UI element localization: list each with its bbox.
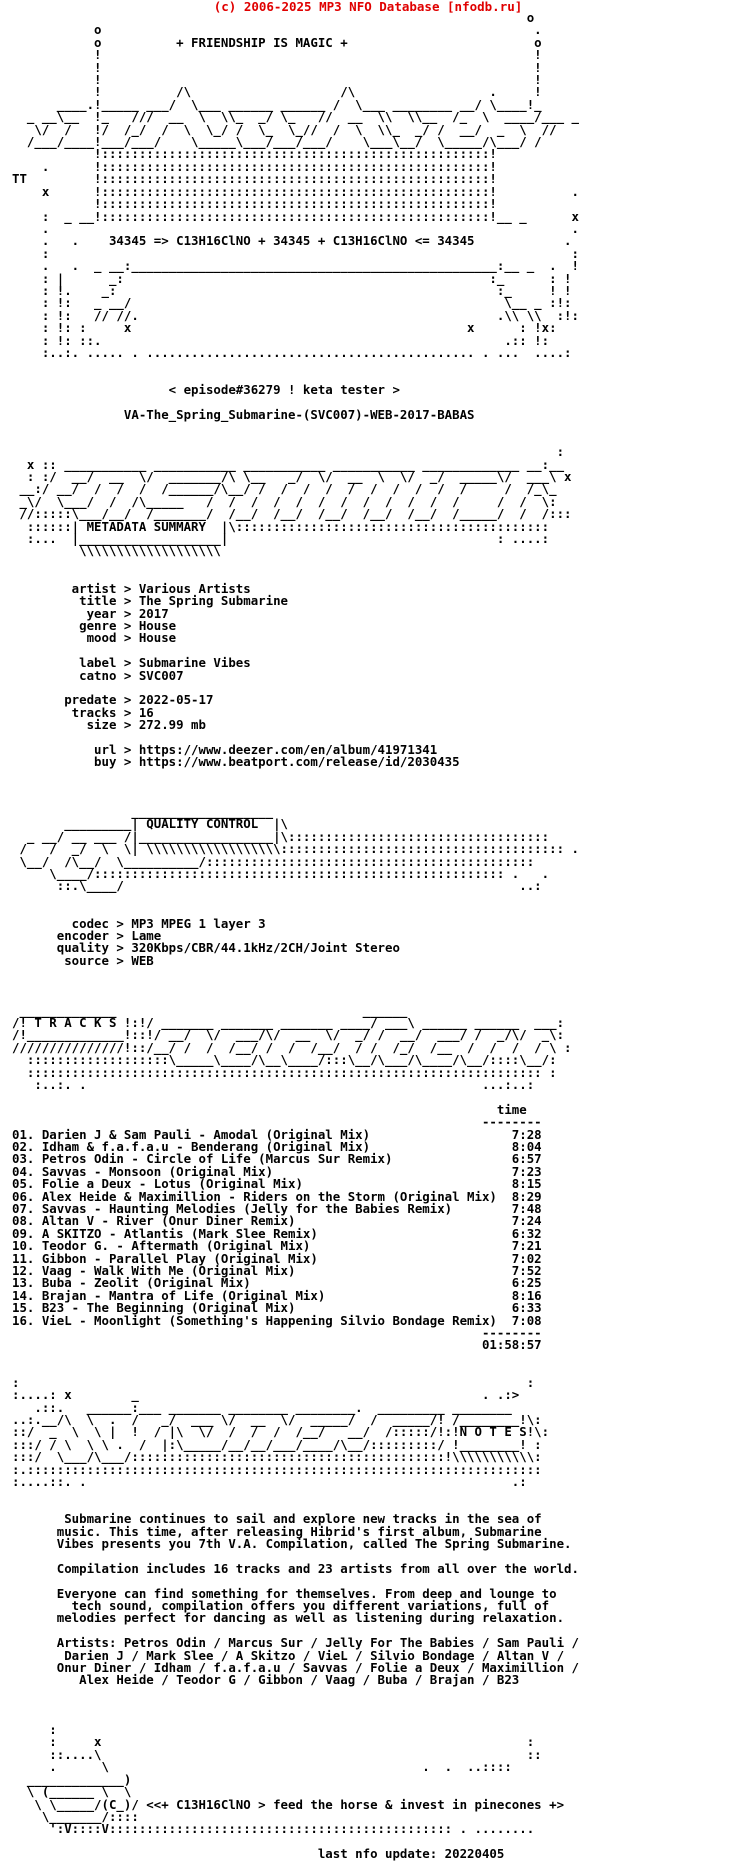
copyright-text: (c) 2006-2025 [213,0,320,14]
nfodb-link[interactable]: MP3 NFO Database [nfodb.ru] [319,0,523,14]
nfo-text: o o . o + FRIENDSHIP IS MAGIC + o ! ! ! ! ! ! ! /\ /\ . ! ____.!_____ ___/ \___ ______ ______ / \___ ________ __/ \____!_ _ __\__ !_ /// __ \ \\_ _/ \_ // __ \\ \\__ /_ \ ____/___ _ \/ / !/ /_/ / \ \_/ / \_ \_// / \ \\_ _/ / __/ _ \ // /___/____!___/___/ \_____\___/___/___/ \___\__/ \_____/\___/ / !::::::::::::::::::::::::::::::::::::::::::::::::::::! . !::::::::::::::::::::::::::::::::::::::::::::::::::::! TT !::::::::::::::::::::::::::::::::::::::::::::::::::::! x !::::::::::::::::::::::::::::::::::::::::::::::::::::! . !::::::::::::::::::::::::::::::::::::::::::::::::::::! : _ __!::::::::::::::::::::::::::::::::::::::::::::::::::::!__ _ x . . . . 34345 => C13H16ClNO + 34345 + C13H16ClNO <= 34345 . : : . . _ __:_________________________________________________:__ _ . ! : | _: :_ : ! : !. _: :_ ! ! : !: _ __/ \__ _ :!: : !: // //. .\\ \\ :!: : !: : x x : !x: : !: ::. .:: !: :..:. ..... . ............................................ . ... ....: < episode#36279 ! keta tester > VA-The_Spring_Submarine-(SVC007)-WEB-2017-BABAS : x :: ___________ ___________ ___________ ___________ _____________ __:__ : :/ __/ __ \/ _______/\ \__ _/ \/ __ \ \/ _/ _____\/ ___\ x __:/ __/ / / / /______/\__/ / / / / / / / / / / / /_\_ _\/ \___/ / /\_____ / / / / / / / / / / / / / / \: //:::::\___/__/ /_______/ /__/ /__/ /__/ /__/ /__/ /_____/ / /::: ::::::| METADATA SUMMARY |\:::::::::::::::::::::::::::::::::::::::::: :... |___________________| : ....: \\\\\\\\\\\\\\\\\\\ artist > Various Artists title > The Spring Submarine year > 2017 genre > House mood > House label > Submarine Vibes catno > SVC007 predate > 2022-05-17 tracks > 16 size > 272.99 mb url > https://www.deezer.com/en/album/41971341 buy > https://www.beatport.com/release/id/2030435 ___________________ _________| QUALITY CONTROL |\ _ __/ __ ___ /|__________________|\::::::::::::::::::::::::::::::::::: / / _/ \ \| \\\\\\\\\\\\\\\\\\:::::::::::::::::::::::::::::::::::::: . \__/ /\__/ \__________/:::::::::::::::::::::::::::::::::::::::::::: \____/::::::::::::::::::::::::::::::::::::::::::::::::::::::: . . ::.\____/ ..: codec > MP3 MPEG 1 layer 3 encoder > Lame quality > 320Kbps/CBR/44.1kHz/2CH/Joint Stereo source > WEB _____________ ______ /! T R A C K S !:!/ _______ _______ _______ ____/ ___\ ______ ______ ___: /!_____________!::!/ __/ \/ ___/\/ __ \/ _/ / __/ ___/ / _/\/ _\: ///////////////!::/__/ / / /__/ / / /__/ / / /_/ /__ / / / / \ : :::::::::::::::::::\_____\____/\__\____/:::\__/\___/\____/\__/::::\__/: ::::::::::::::::::::::::::::::::::::::::::::::::::::::::::::::::::::: : :..:. . ...:..: time -------- 01. Darien J & Sam Pauli - Amodal (Original Mix) 7:28 02. Idham & f.a.f.a.u - Benderang (Original Mix) 8:04 03. Petros Odin - Circle of Life (Marcus Sur Remix) 6:57 04. Savvas - Monsoon (Original Mix) 7:23 05. Folie a Deux - Lotus (Original Mix) 8:15 06. Alex Heide & Maximillion - Riders on the Storm (Original Mix) 8:29 07. Savvas - Haunting Melodies (Jelly for the Babies Remix) 7:48 08. Altan V - River (Onur Diner Remix) 7:24 09. A SKITZO - Atlantis (Mark Slee Remix) 6:32 10. Teodor G. - Aftermath (Original Mix) 7:21 11. Gibbon - Parallel Play (Original Mix) 7:02 12. Vaag - Walk With Me (Original Mix) 7:52 13. Buba - Zeolit (Original Mix) 6:25 14. Brajan - Mantra of Life (Original Mix) 8:16 15. B23 - The Beginning (Original Mix) 6:33 16. VieL - Moonlight (Something's Happening Silvio Bondage Remix) 7:08 -------- 01:58:57 : : :....: x _ . .:> .::. ______:___ _______ ________ ________. _________ ________ ..:.__/\ \ . / _/ ___ \/ __ \/ _____/ / _____/! /________!\: ::/ _ \ \ | ! / |\ \/ / / / /__/ __/ /:::::/!:!N O T E S!\: :::/ / \ \ \ . / |:\_____/__/__/___/____/\__/:::::::::/ !________! : :::/ \___/\___/::::::::::::::::::::::::::::::::::::::::::!\\\\\\\\\\\: :.::::::::::::::::::::::::::::::::::::::::::::::::::::::::::::::::::::: :....::. . .: Submarine continues to sail and explore new tracks in the sea of music. This time, after releasing Hibrid's first album, Submarine Vibes presents you 7th V.A. Compilation, called The Spring Submarine. Compilation includes 16 tracks and 23 artists from all over the world. Everyone can find something for themselves. From deep and lounge to tech sound, compilation offers you different variations, full of melodies perfect for dancing as well as listening during relaxation. Artists: Petros Odin / Marcus Sur / Jelly For The Babies / Sam Pauli / Darien J / Mark Slee / A Skitzo / VieL / Silvio Bondage / Altan V / Onur Diner / Idham / f.a.f.a.u / Savvas / Folie a Deux / Maximillion / Alex Heide / Teodor G / Gibbon / Vaag / Buba / Brajan / B23 : : x : ::....\ :: . \ . . ..:::: _____________) \ (______ \ \ \ \_____/(C_)/ <<+ C13H16ClNO > feed the horse & invest in pinecones +> \_______/:::: ':V::::V:::::::::::::::::::::::::::::::::::::::::::::: . ........ last nfo update: 20220405 [12,10,579,1862]
